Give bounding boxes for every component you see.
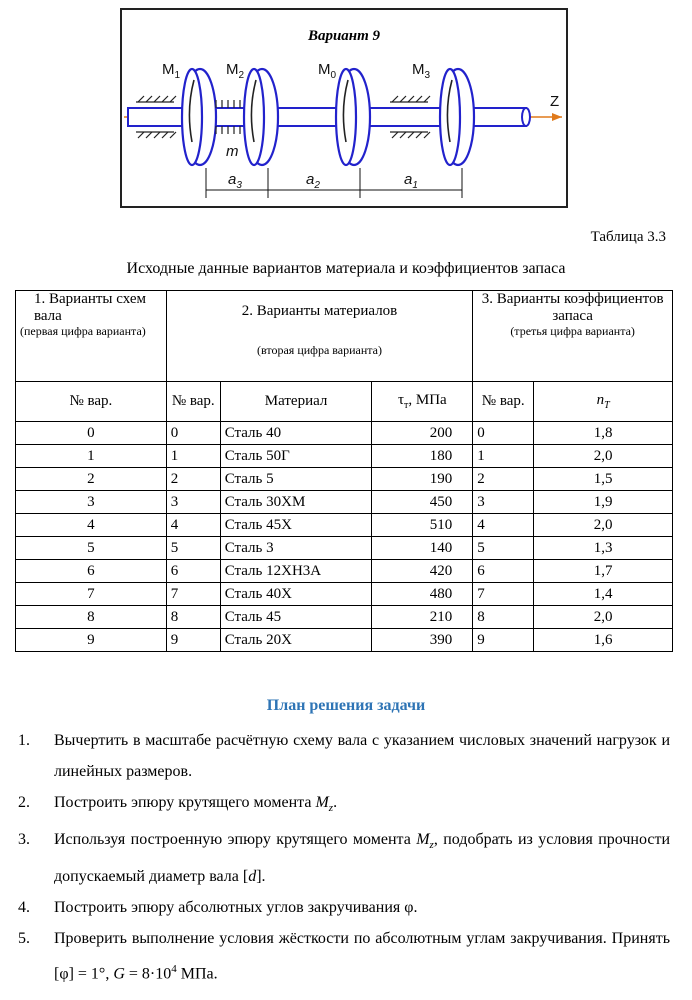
shaft-end: [522, 108, 530, 126]
figure-title: Вариант 9: [307, 28, 381, 44]
disc-m0-face: [336, 69, 356, 165]
header-material-title: 2. Варианты материалов: [241, 303, 398, 319]
disc-m3-face: [440, 69, 460, 165]
header-n: $n_T$: [534, 382, 673, 422]
header-var-no-2: № вар.: [166, 382, 220, 422]
table-row: 3 3 Сталь 30ХМ 450 3 1,9: [16, 491, 673, 514]
disc-m1-face: [182, 69, 202, 165]
header-scheme-title: 1. Варианты схем вала: [34, 291, 146, 324]
label-z: Z: [550, 93, 560, 110]
table-row: 7 7 Сталь 40Х 480 7 1,4: [16, 583, 673, 606]
shaft-diagram: [120, 8, 568, 208]
table-row: 8 8 Сталь 45 210 8 2,0: [16, 606, 673, 629]
table-row: 6 6 Сталь 12ХН3А 420 6 1,7: [16, 560, 673, 583]
disc-m2-face: [244, 69, 264, 165]
plan-title: План решения задачи: [266, 697, 426, 714]
plan-item: 1. Вычертить в масштабе расчётную схему вала с указанием числовых значений нагрузок и линейных размеров.: [18, 732, 670, 780]
header-scheme-sub: (первая цифра варианта): [20, 324, 146, 338]
table-row: 5 5 Сталь 3 140 5 1,3: [16, 537, 673, 560]
table-row: 1 1 Сталь 50Г 180 1 2,0: [16, 445, 673, 468]
header-var-no-3: № вар.: [473, 382, 534, 422]
plan-item: 5. Проверить выполнение условия жёсткости по абсолютным углам закручивания. Принять [φ] = 1°, $G = 8\cdot 10^4$ МПа.: [18, 930, 670, 983]
header-var-no: № вар.: [16, 382, 167, 422]
label-a1: $a_1$: [404, 171, 418, 191]
table-number: Таблица 3.3: [590, 229, 666, 245]
label-m2: $M_2$: [226, 61, 245, 81]
header-safety-variants: [473, 291, 673, 382]
plan-item: 4. Построить эпюру абсолютных углов закручивания φ.: [18, 899, 418, 917]
label-m0: $M_0$: [318, 61, 337, 81]
table-title: Исходные данные вариантов материала и коэффициентов запаса: [126, 260, 566, 277]
variants-table: [15, 290, 673, 652]
shaft-drawing: [122, 10, 566, 206]
header-scheme-variants: [16, 291, 167, 382]
label-m: m: [226, 143, 239, 160]
plan-item: 3. Используя построенную эпюру крутящего момента $M_z$, подобрать из условия прочности допускаемый диаметр вала [d].: [18, 831, 671, 886]
axis-arrow: [552, 113, 562, 121]
header-material-variants: [166, 291, 472, 382]
header-safety-sub: (третья цифра варианта): [510, 324, 635, 338]
label-a2: $a_2$: [306, 171, 320, 191]
table-header-row-2: [16, 382, 673, 422]
header-safety-title: 3. Варианты коэффициентов запаса: [481, 291, 664, 324]
table-header-row-1: [16, 291, 673, 382]
table-row: 0 0 Сталь 40 200 0 1,8: [16, 422, 673, 445]
label-m3: $M_3$: [412, 61, 431, 81]
label-a3: $a_3$: [228, 171, 242, 191]
table-row: 9 9 Сталь 20Х 390 9 1,6: [16, 629, 673, 652]
label-m1: $M_1$: [162, 61, 181, 81]
plan-list: [18, 725, 670, 990]
plan-item: 2. Построить эпюру крутящего момента $M_z$.: [18, 794, 338, 815]
table-row: 2 2 Сталь 5 190 2 1,5: [16, 468, 673, 491]
header-material: Материал: [220, 382, 372, 422]
header-tau: $\tau_т$, МПа: [372, 382, 473, 422]
header-material-sub: (вторая цифра варианта): [257, 343, 382, 357]
table-row: 4 4 Сталь 45Х 510 4 2,0: [16, 514, 673, 537]
